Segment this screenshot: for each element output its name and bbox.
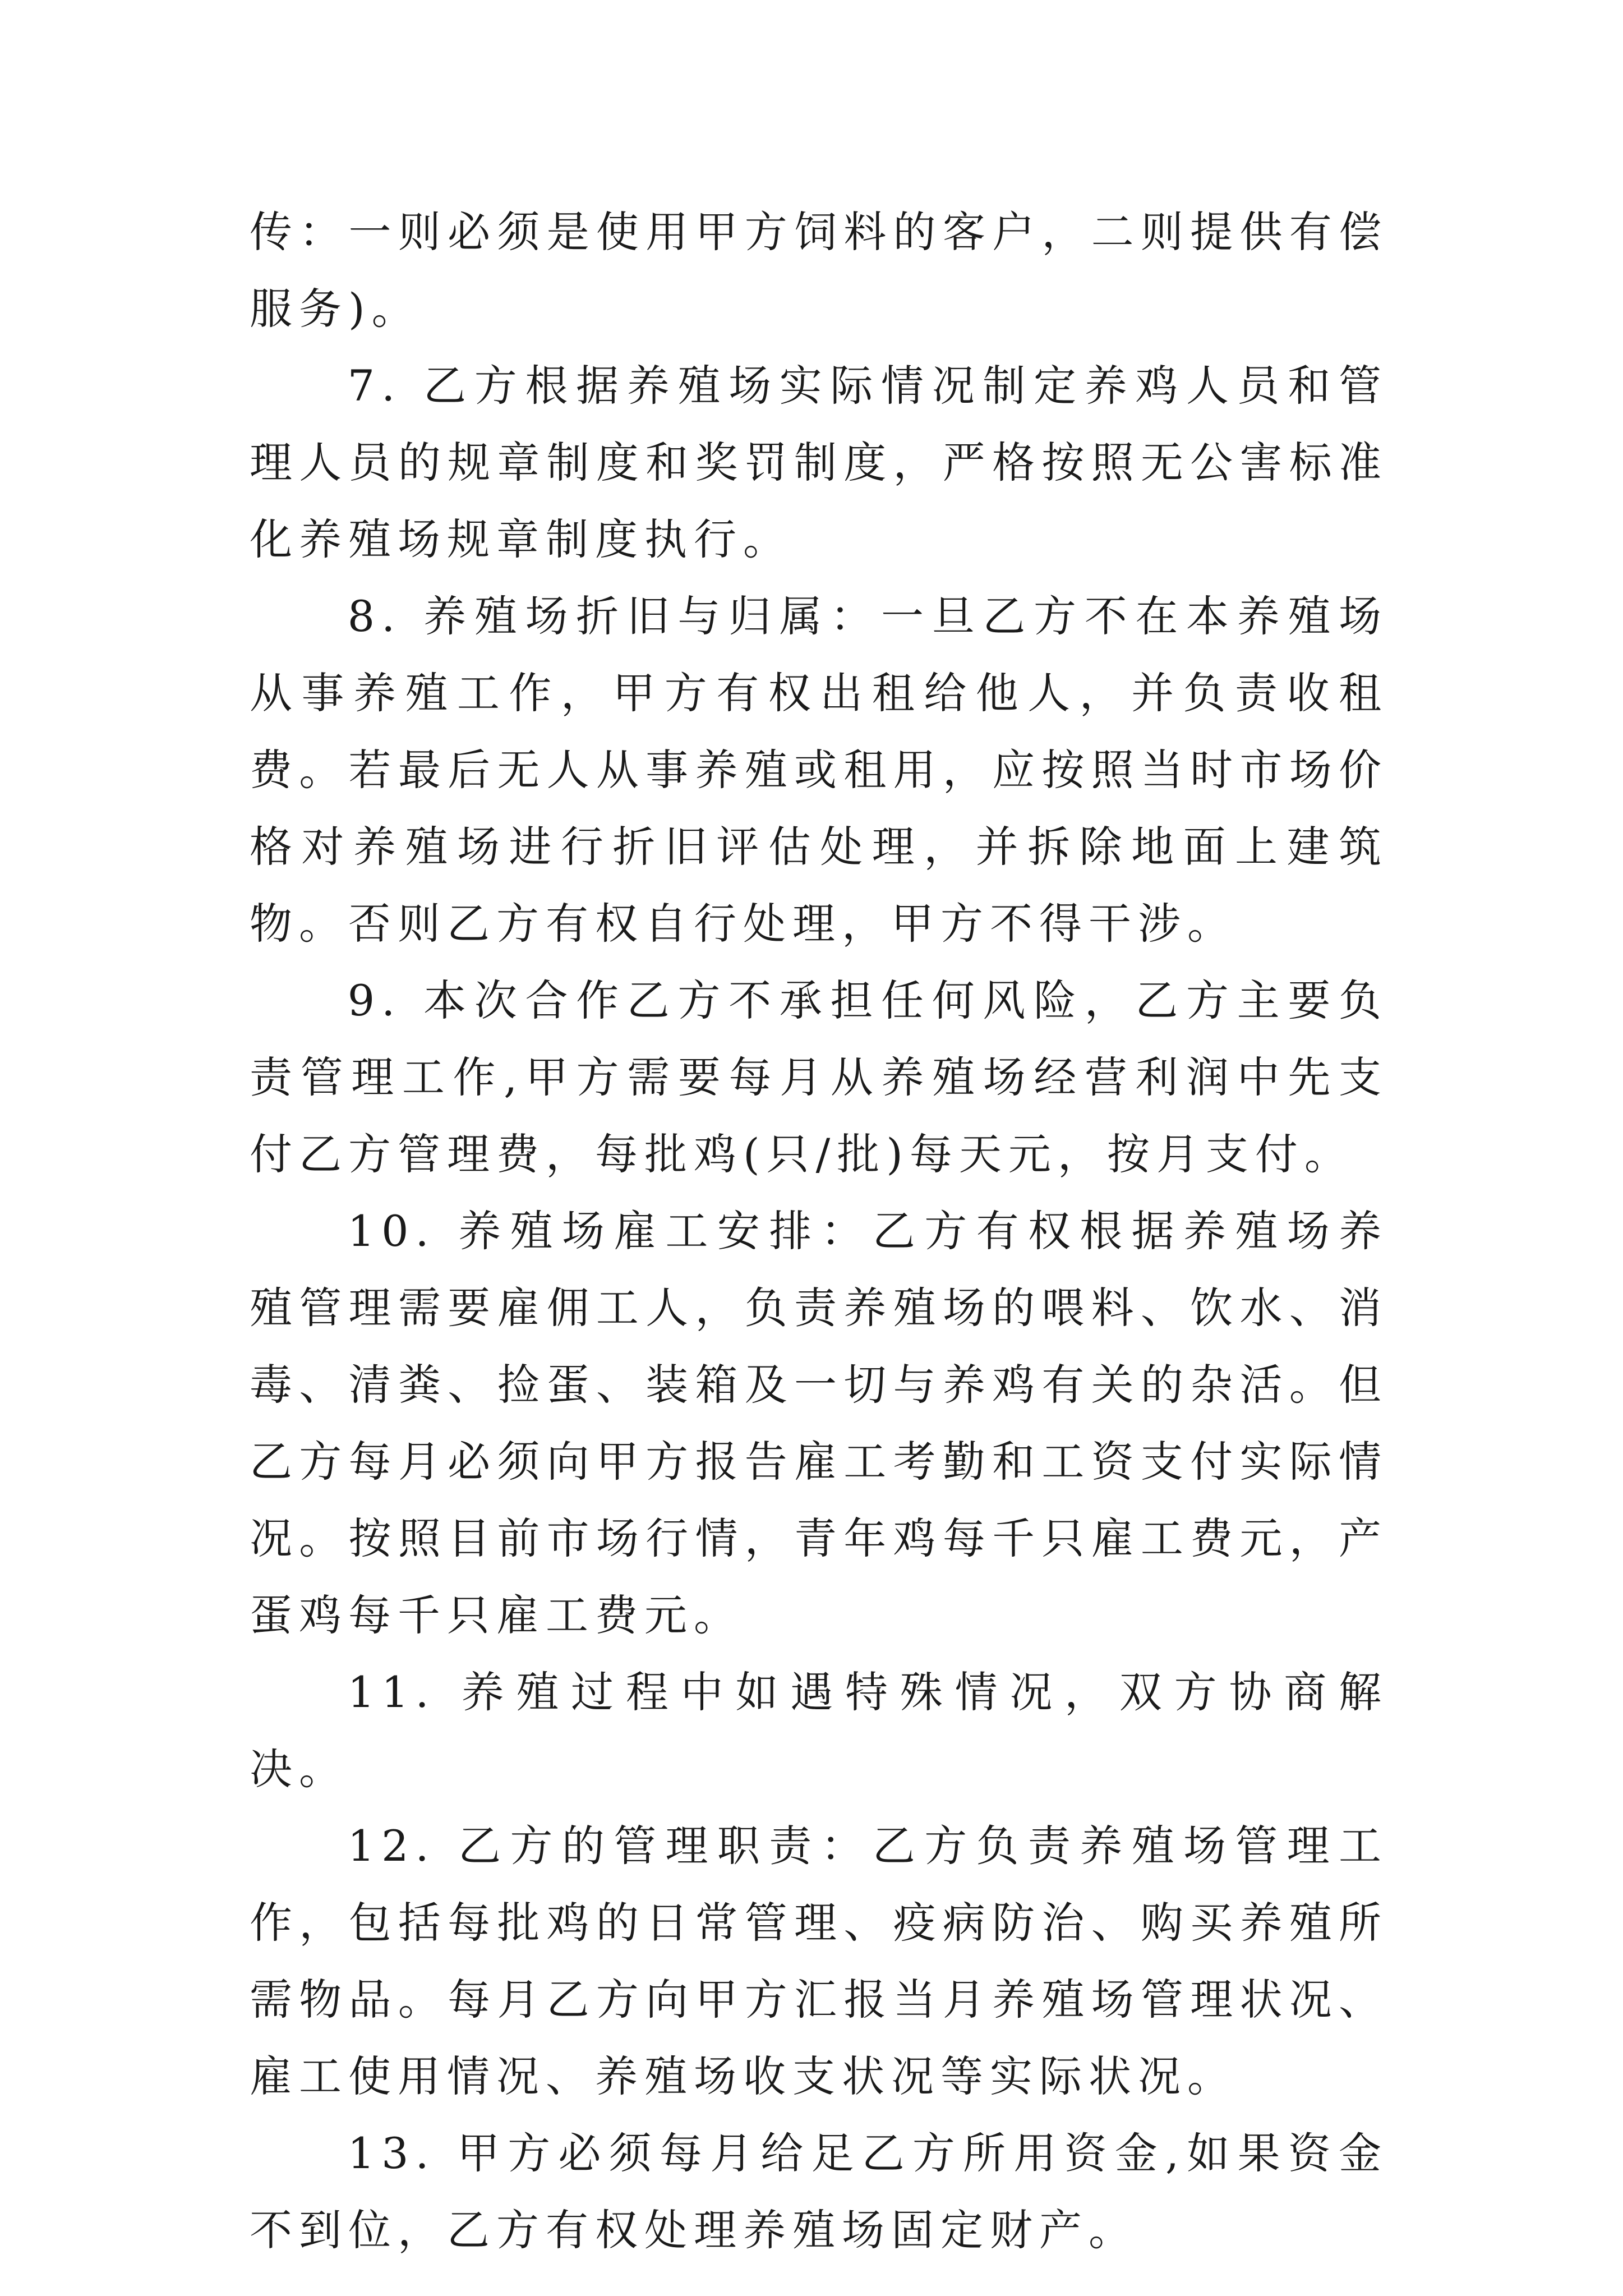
paragraph-continuation: 传：一则必须是使用甲方饲料的客户，二则提供有偿服务)。 bbox=[250, 207, 1388, 334]
paragraph-clause-11: 11. 养殖过程中如遇特殊情况，双方协商解决。 bbox=[250, 1667, 1388, 1794]
paragraph-clause-9: 9. 本次合作乙方不承担任何风险，乙方主要负责管理工作,甲方需要每月从养殖场经营利润中先支付乙方管理费，每批鸡(只/批)每天元，按月支付。 bbox=[250, 976, 1388, 1179]
paragraph-clause-13: 13. 甲方必须每月给足乙方所用资金,如果资金不到位，乙方有权处理养殖场固定财产。 bbox=[250, 2128, 1388, 2255]
paragraph-clause-12: 12. 乙方的管理职责：乙方负责养殖场管理工作，包括每批鸡的日常管理、疫病防治、购买养殖所需物品。每月乙方向甲方汇报当月养殖场管理状况、雇工使用情况、养殖场收支状况等实际状况。 bbox=[250, 1821, 1388, 2101]
paragraph-clause-10: 10. 养殖场雇工安排：乙方有权根据养殖场养殖管理需要雇佣工人，负责养殖场的喂料、饮水、消毒、清粪、捡蛋、装箱及一切与养鸡有关的杂活。但乙方每月必须向甲方报告雇工考勤和工资支付实际情况。按照目前市场行情，青年鸡每千只雇工费元，产蛋鸡每千只雇工费元。 bbox=[250, 1206, 1388, 1640]
paragraph-clause-8: 8. 养殖场折旧与归属：一旦乙方不在本养殖场从事养殖工作，甲方有权出租给他人，并负责收租费。若最后无人从事养殖或租用，应按照当时市场价格对养殖场进行折旧评估处理，并拆除地面上建筑物。否则乙方有权自行处理，甲方不得干涉。 bbox=[250, 591, 1388, 949]
paragraph-clause-7: 7. 乙方根据养殖场实际情况制定养鸡人员和管理人员的规章制度和奖罚制度，严格按照无公害标准化养殖场规章制度执行。 bbox=[250, 361, 1388, 564]
document-body bbox=[250, 194, 1388, 2269]
